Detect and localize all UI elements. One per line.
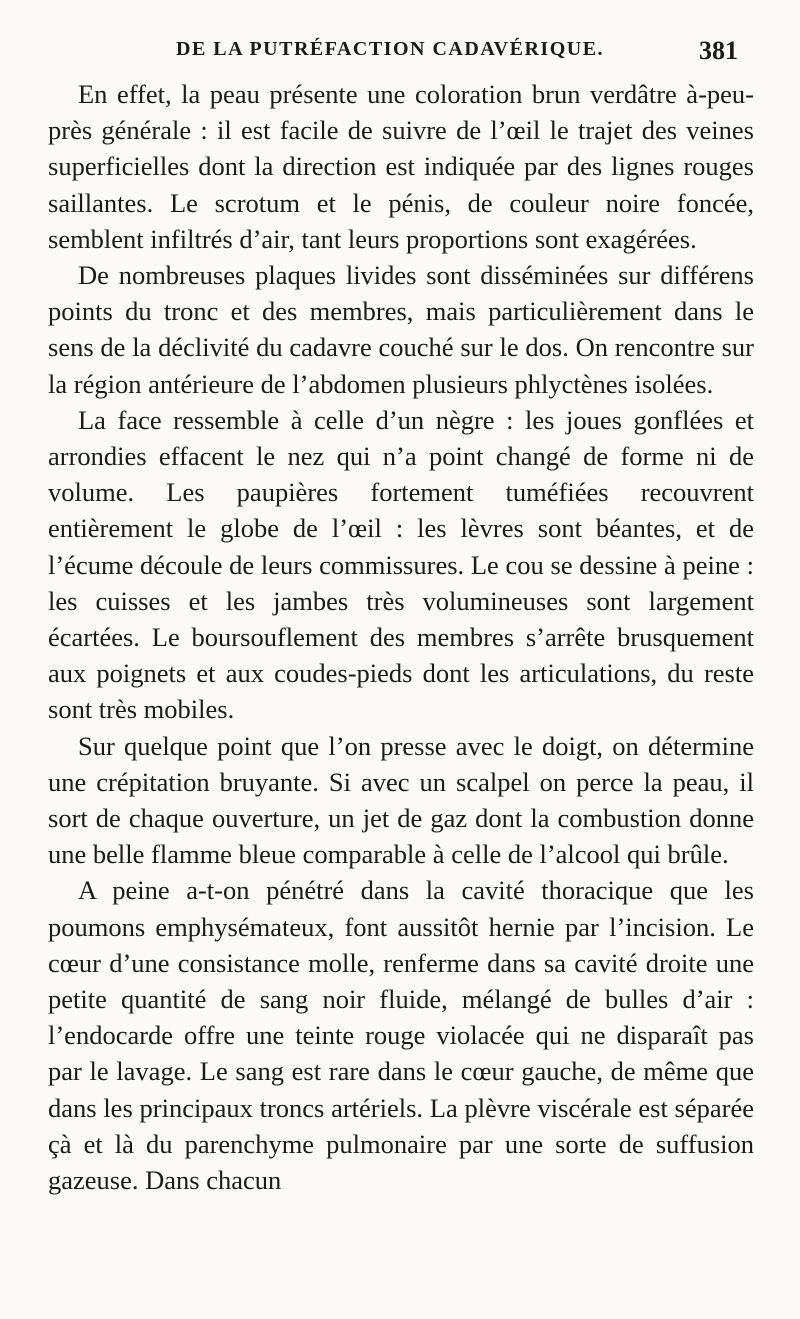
paragraph: La face ressemble à celle d’un nègre : les joues gonflées et arrondies effacent le nez qui n’a point changé de forme ni de volume. Les paupières fortement tuméfiées recouvrent entièrement le globe de l’œil : les lèvres sont béantes, et de l’écume découle de leurs commissures. Le cou se dessine à peine : les cuisses et les jambes très volumineuses sont largement écartées. Le boursouflement des membres s’arrête brusquement aux poignets et aux coudes-pieds dont les articulations, du reste sont très mobiles. [48, 404, 754, 725]
paragraph: En effet, la peau présente une coloration brun verdâtre à-peu-près générale : il est facile de suivre de l’œil le trajet des veines superficielles dont la direction est indiquée par des lignes rouges saillantes. Le scrotum et le pénis, de couleur noire foncée, semblent infiltrés d’air, tant leurs proportions sont exagérées. [48, 79, 754, 254]
paragraph: De nombreuses plaques livides sont disséminées sur différens points du tronc et des membres, mais particulièrement dans le sens de la déclivité du cadavre couché sur le dos. On rencontre sur la région antérieure de l’abdomen plusieurs phlyctènes isolées. [48, 260, 754, 399]
body-text [48, 76, 754, 1198]
paragraph: Sur quelque point que l’on presse avec le doigt, on détermine une crépitation bruyante. Si avec un scalpel on perce la peau, il sort de chaque ouverture, un jet de gaz dont la combustion donne une belle flamme bleue comparable à celle de l’alcool qui brûle. [48, 730, 754, 870]
running-title: DE LA PUTRÉFACTION CADAVÉRIQUE. [176, 38, 605, 60]
book-page [48, 0, 754, 1319]
paragraph: A peine a-t-on pénétré dans la cavité thoracique que les poumons emphysémateux, font aussitôt hernie par l’incision. Le cœur d’une consistance molle, renferme dans sa cavité droite une petite quantité de sang noir fluide, mélangé de bulles d’air : l’endocarde offre une teinte rouge violacée qui ne disparaît pas par le lavage. Le sang est rare dans le cœur gauche, de même que dans les principaux troncs artériels. La plèvre viscérale est séparée çà et là du parenchyme pulmonaire par une sorte de suffusion gazeuse. Dans chacun [48, 875, 754, 1196]
page-header [48, 38, 754, 78]
page-number: 381 [699, 36, 738, 65]
